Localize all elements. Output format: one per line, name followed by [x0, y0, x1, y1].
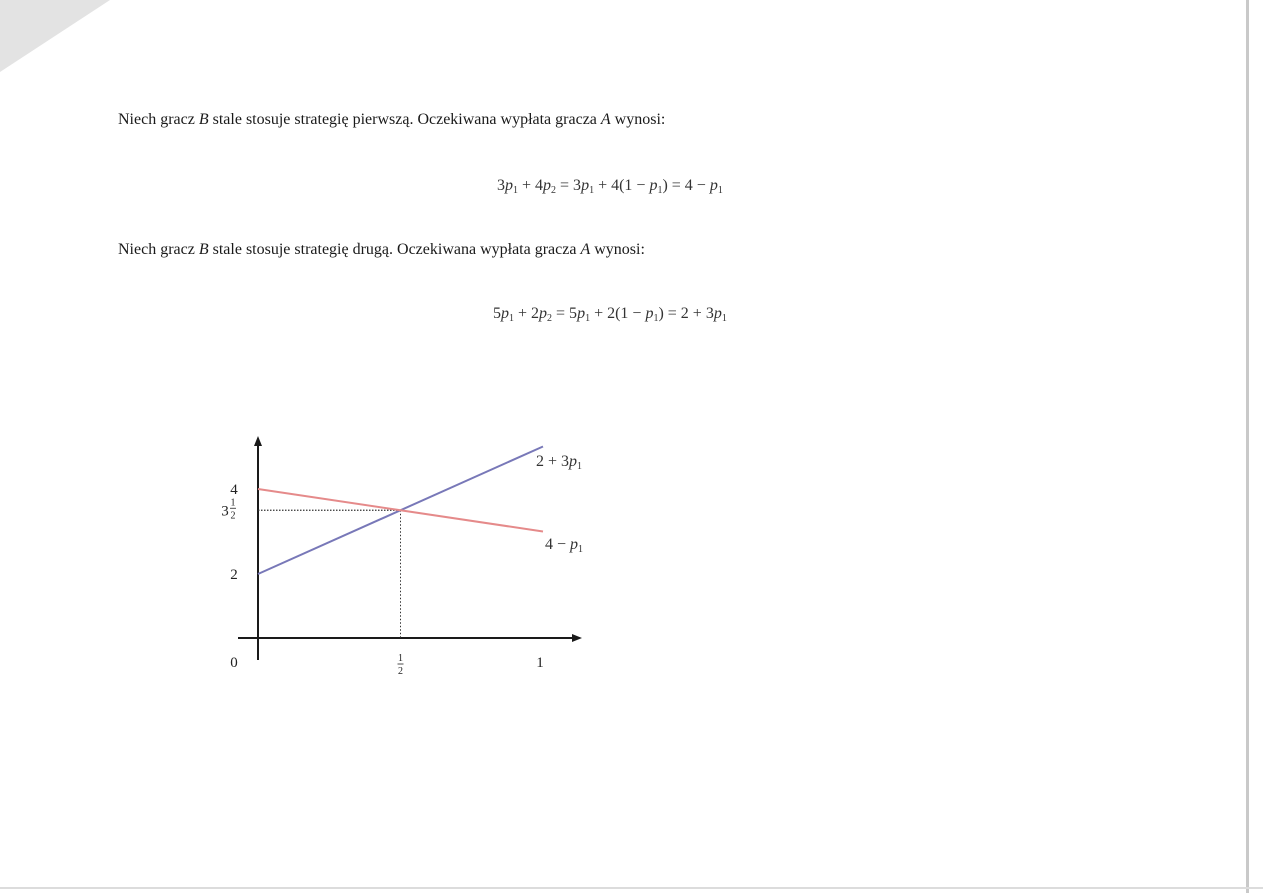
formula-variable: p: [543, 177, 552, 194]
x-tick-label: 1: [536, 655, 544, 671]
formula-term: + 2: [514, 305, 540, 322]
formula-subscript: 1: [513, 185, 518, 196]
paragraph-text: wynosi:: [610, 111, 666, 128]
formula-subscript: 2: [547, 313, 553, 324]
player-b-symbol: B: [198, 241, 209, 258]
player-a-symbol: A: [580, 241, 591, 258]
formula-subscript: 1: [717, 185, 723, 196]
formula-variable: p: [581, 177, 590, 194]
formula-subscript: 1: [653, 313, 659, 324]
y-tick-fraction-denominator: 2: [230, 510, 236, 522]
formula-variable: p: [709, 177, 718, 194]
formula-variable: p: [505, 177, 513, 194]
formula-subscript: 2: [551, 185, 557, 196]
formula-subscript: 1: [589, 185, 595, 196]
formula-term: 5: [493, 305, 501, 322]
formula-variable: p: [539, 305, 548, 322]
y-axis-arrow: [254, 436, 262, 446]
formula-variable: p: [649, 177, 658, 194]
formula-subscript: 1: [657, 185, 663, 196]
formula-term: + 4(1 −: [594, 177, 650, 194]
formula-subscript: 1: [585, 313, 591, 324]
x-axis-arrow: [572, 634, 582, 642]
formula-term: + 4: [518, 177, 544, 194]
paragraph-text: wynosi:: [590, 241, 645, 258]
paragraph-text: Niech gracz: [118, 241, 199, 258]
player-a-symbol: A: [600, 111, 611, 128]
line-label-increasing: 2 + 3p1: [536, 453, 583, 472]
paragraph-text: stale stosuje strategię pierwszą. Oczekiwana wypłata gracza: [208, 111, 601, 128]
formula-variable: p: [713, 305, 722, 322]
x-tick-label: 0: [230, 655, 238, 671]
formula-term: ) = 4 −: [662, 177, 710, 194]
line-label-decreasing: 4 − p1: [545, 536, 584, 555]
paragraph-text: stale stosuje strategię drugą. Oczekiwana wypłata gracza: [208, 241, 581, 258]
formula-term: + 2(1 −: [590, 305, 646, 322]
formula-variable: p: [501, 305, 509, 322]
x-tick-fraction-denominator: 2: [398, 666, 403, 677]
y-tick-label: 2: [230, 567, 238, 583]
paragraph-text: Niech gracz: [118, 111, 199, 128]
formula-subscript: 1: [509, 313, 514, 324]
formula-subscript: 1: [721, 313, 727, 324]
x-tick-fraction-numerator: 1: [398, 653, 403, 664]
y-tick-label: 4: [230, 482, 238, 498]
formula-term: ) = 2 + 3: [658, 305, 714, 322]
formula-term: = 3: [556, 177, 582, 194]
formula-term: 3: [497, 177, 505, 194]
player-b-symbol: B: [198, 111, 209, 128]
formula-variable: p: [577, 305, 586, 322]
formula-variable: p: [645, 305, 654, 322]
formula-term: = 5: [552, 305, 578, 322]
y-tick-fraction-numerator: 1: [230, 497, 236, 509]
y-tick-label-whole: 3: [221, 503, 229, 520]
